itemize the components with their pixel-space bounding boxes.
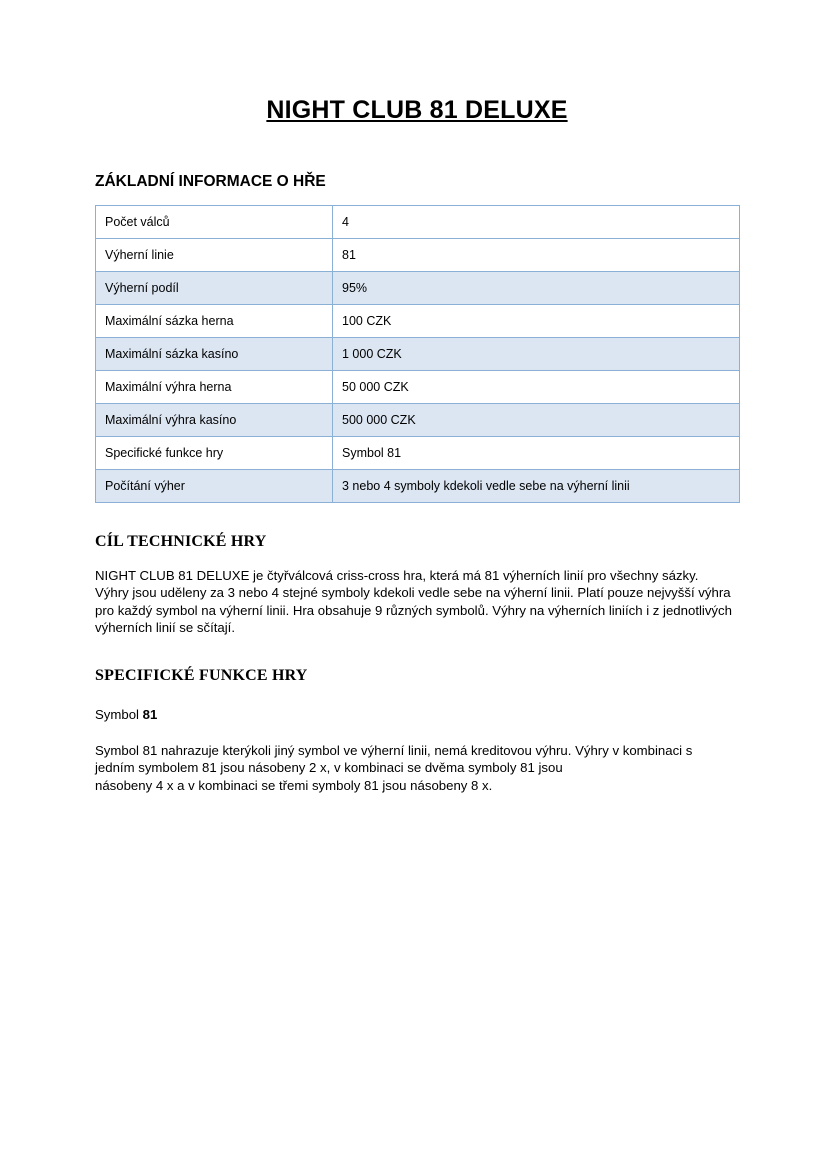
table-row [96,206,740,239]
feature-paragraph-line2: násobeny 4 x a v kombinaci se třemi symboly 81 jsou násobeny 8 x. [95,777,493,793]
table-row [96,470,740,503]
section-heading-goal: CÍL TECHNICKÉ HRY [95,533,267,550]
table-cell-label: Počet válců [96,206,333,239]
table-cell-value: 500 000 CZK [333,404,740,437]
feature-paragraph: Symbol 81 nahrazuje kterýkoli jiný symbol ve výherní linii, nemá kreditovou výhru. Výhry v kombinaci s jedním symbolem 81 jsou násobeny 2 x, v kombinaci se dvěma symboly 81 jsou [95,742,693,776]
section-heading-features: SPECIFICKÉ FUNKCE HRY [95,666,308,684]
table-cell-label: Maximální sázka herna [96,305,333,338]
feature-symbol-label [95,707,739,722]
table-row [96,239,740,272]
table-cell-value: 100 CZK [333,305,740,338]
table-row [96,305,740,338]
table-cell-value: Symbol 81 [333,437,740,470]
game-info-table [95,205,740,503]
page-title: NIGHT CLUB 81 DELUXE [266,96,568,124]
feature-symbol-prefix: Symbol [95,706,143,722]
table-cell-label: Počítání výher [96,470,333,503]
table-cell-value: 1 000 CZK [333,338,740,371]
section-heading-basic-info: ZÁKLADNÍ INFORMACE O HŘE [95,173,326,190]
table-row [96,404,740,437]
table-cell-value: 4 [333,206,740,239]
table-cell-value: 95% [333,272,740,305]
table-row [96,272,740,305]
table-cell-label: Maximální sázka kasíno [96,338,333,371]
table-cell-value: 3 nebo 4 symboly kdekoli vedle sebe na výherní linii [333,470,740,503]
table-row [96,437,740,470]
table-cell-label: Maximální výhra kasíno [96,404,333,437]
goal-paragraph: NIGHT CLUB 81 DELUXE je čtyřválcová criss-cross hra, která má 81 výherních linií pro všechny sázky. Výhry jsou uděleny za 3 nebo 4 stejné symboly kdekoli vedle sebe na výherní linii. Platí pouze nejvyšší výhra pro každý symbol na výherní linii. Hra obsahuje 9 různých symbolů. Výhry na výherních liniích i z jednotlivých výherních linií se sčítají. [95,568,732,636]
feature-symbol-number: 81 [142,706,158,722]
table-cell-label: Specifické funkce hry [96,437,333,470]
table-row [96,338,740,371]
table-cell-value: 50 000 CZK [333,371,740,404]
table-row [96,371,740,404]
table-cell-value: 81 [333,239,740,272]
table-cell-label: Maximální výhra herna [96,371,333,404]
table-cell-label: Výherní podíl [96,272,333,305]
table-cell-label: Výherní linie [96,239,333,272]
